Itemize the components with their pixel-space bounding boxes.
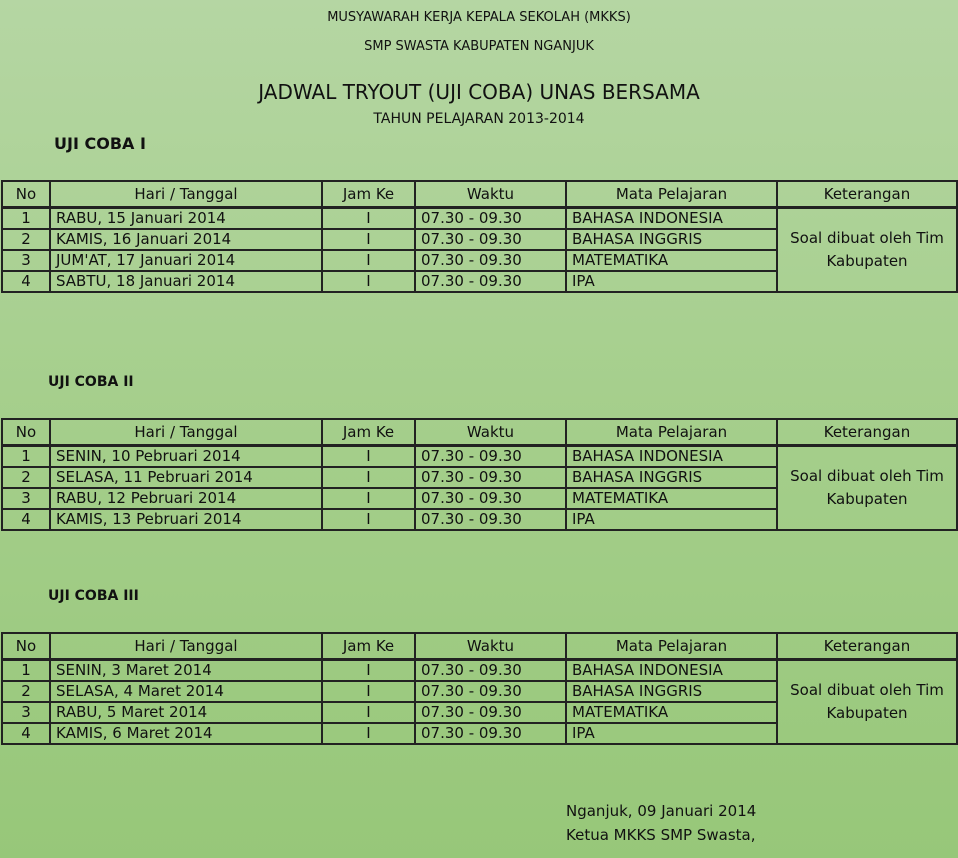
cell-time: 07.30 - 09.30	[415, 660, 566, 682]
document-title: JADWAL TRYOUT (UJI COBA) UNAS BERSAMA	[258, 80, 700, 104]
cell-no: 3	[2, 488, 50, 509]
cell-day: KAMIS, 6 Maret 2014	[50, 723, 322, 744]
cell-subject: BAHASA INGGRIS	[566, 681, 777, 702]
table-header-row	[2, 419, 957, 446]
cell-no: 1	[2, 446, 50, 468]
col-header-note: Keterangan	[777, 419, 957, 446]
table-row	[2, 660, 957, 682]
col-header-note: Keterangan	[777, 181, 957, 208]
cell-time: 07.30 - 09.30	[415, 467, 566, 488]
col-header-day: Hari / Tanggal	[50, 633, 322, 660]
cell-jam: I	[322, 509, 415, 530]
cell-no: 3	[2, 250, 50, 271]
cell-subject: BAHASA INGGRIS	[566, 229, 777, 250]
cell-jam: I	[322, 229, 415, 250]
cell-time: 07.30 - 09.30	[415, 229, 566, 250]
table-row	[2, 208, 957, 230]
col-header-subject: Mata Pelajaran	[566, 633, 777, 660]
signature-role: Ketua MKKS SMP Swasta,	[566, 826, 756, 844]
col-header-day: Hari / Tanggal	[50, 181, 322, 208]
cell-note: Soal dibuat oleh Tim Kabupaten	[777, 208, 957, 293]
cell-time: 07.30 - 09.30	[415, 271, 566, 292]
cell-jam: I	[322, 467, 415, 488]
cell-subject: IPA	[566, 271, 777, 292]
col-header-time: Waktu	[415, 633, 566, 660]
cell-note: Soal dibuat oleh Tim Kabupaten	[777, 446, 957, 531]
col-header-no: No	[2, 633, 50, 660]
cell-no: 1	[2, 208, 50, 230]
table-header-row	[2, 633, 957, 660]
col-header-subject: Mata Pelajaran	[566, 419, 777, 446]
cell-time: 07.30 - 09.30	[415, 250, 566, 271]
cell-time: 07.30 - 09.30	[415, 681, 566, 702]
cell-jam: I	[322, 250, 415, 271]
cell-no: 2	[2, 229, 50, 250]
col-header-time: Waktu	[415, 419, 566, 446]
cell-day: SABTU, 18 Januari 2014	[50, 271, 322, 292]
org-name: MUSYAWARAH KERJA KEPALA SEKOLAH (MKKS)	[327, 10, 631, 25]
cell-time: 07.30 - 09.30	[415, 208, 566, 230]
cell-subject: BAHASA INDONESIA	[566, 660, 777, 682]
cell-jam: I	[322, 681, 415, 702]
cell-day: SENIN, 10 Pebruari 2014	[50, 446, 322, 468]
col-header-day: Hari / Tanggal	[50, 419, 322, 446]
school-year: TAHUN PELAJARAN 2013-2014	[373, 111, 585, 127]
cell-no: 4	[2, 271, 50, 292]
col-header-no: No	[2, 419, 50, 446]
cell-day: JUM'AT, 17 Januari 2014	[50, 250, 322, 271]
col-header-time: Waktu	[415, 181, 566, 208]
cell-day: RABU, 12 Pebruari 2014	[50, 488, 322, 509]
table-row	[2, 446, 957, 468]
cell-day: KAMIS, 16 Januari 2014	[50, 229, 322, 250]
cell-time: 07.30 - 09.30	[415, 723, 566, 744]
cell-subject: IPA	[566, 509, 777, 530]
col-header-note: Keterangan	[777, 633, 957, 660]
cell-no: 2	[2, 467, 50, 488]
cell-day: SELASA, 11 Pebruari 2014	[50, 467, 322, 488]
cell-time: 07.30 - 09.30	[415, 509, 566, 530]
cell-jam: I	[322, 723, 415, 744]
section-title-uji-coba-3: UJI COBA III	[48, 588, 139, 604]
col-header-no: No	[2, 181, 50, 208]
cell-jam: I	[322, 488, 415, 509]
cell-subject: BAHASA INDONESIA	[566, 208, 777, 230]
cell-subject: IPA	[566, 723, 777, 744]
cell-day: SELASA, 4 Maret 2014	[50, 681, 322, 702]
cell-day: RABU, 15 Januari 2014	[50, 208, 322, 230]
cell-time: 07.30 - 09.30	[415, 488, 566, 509]
table-header-row	[2, 181, 957, 208]
cell-jam: I	[322, 446, 415, 468]
cell-day: SENIN, 3 Maret 2014	[50, 660, 322, 682]
cell-day: KAMIS, 13 Pebruari 2014	[50, 509, 322, 530]
schedule-table-3	[1, 632, 958, 745]
schedule-table-1	[1, 180, 958, 293]
cell-day: RABU, 5 Maret 2014	[50, 702, 322, 723]
cell-subject: MATEMATIKA	[566, 250, 777, 271]
cell-time: 07.30 - 09.30	[415, 702, 566, 723]
cell-no: 1	[2, 660, 50, 682]
cell-no: 3	[2, 702, 50, 723]
cell-jam: I	[322, 660, 415, 682]
col-header-jam: Jam Ke	[322, 181, 415, 208]
col-header-jam: Jam Ke	[322, 419, 415, 446]
signature-place-date: Nganjuk, 09 Januari 2014	[566, 802, 757, 820]
cell-subject: BAHASA INDONESIA	[566, 446, 777, 468]
cell-jam: I	[322, 271, 415, 292]
cell-time: 07.30 - 09.30	[415, 446, 566, 468]
col-header-jam: Jam Ke	[322, 633, 415, 660]
cell-no: 4	[2, 509, 50, 530]
cell-no: 4	[2, 723, 50, 744]
school-name: SMP SWASTA KABUPATEN NGANJUK	[364, 39, 594, 54]
cell-subject: MATEMATIKA	[566, 488, 777, 509]
cell-subject: BAHASA INGGRIS	[566, 467, 777, 488]
schedule-table-2	[1, 418, 958, 531]
cell-no: 2	[2, 681, 50, 702]
section-title-uji-coba-1: UJI COBA I	[54, 134, 146, 153]
section-title-uji-coba-2: UJI COBA II	[48, 374, 134, 390]
cell-note: Soal dibuat oleh Tim Kabupaten	[777, 660, 957, 745]
cell-jam: I	[322, 702, 415, 723]
cell-jam: I	[322, 208, 415, 230]
col-header-subject: Mata Pelajaran	[566, 181, 777, 208]
cell-subject: MATEMATIKA	[566, 702, 777, 723]
